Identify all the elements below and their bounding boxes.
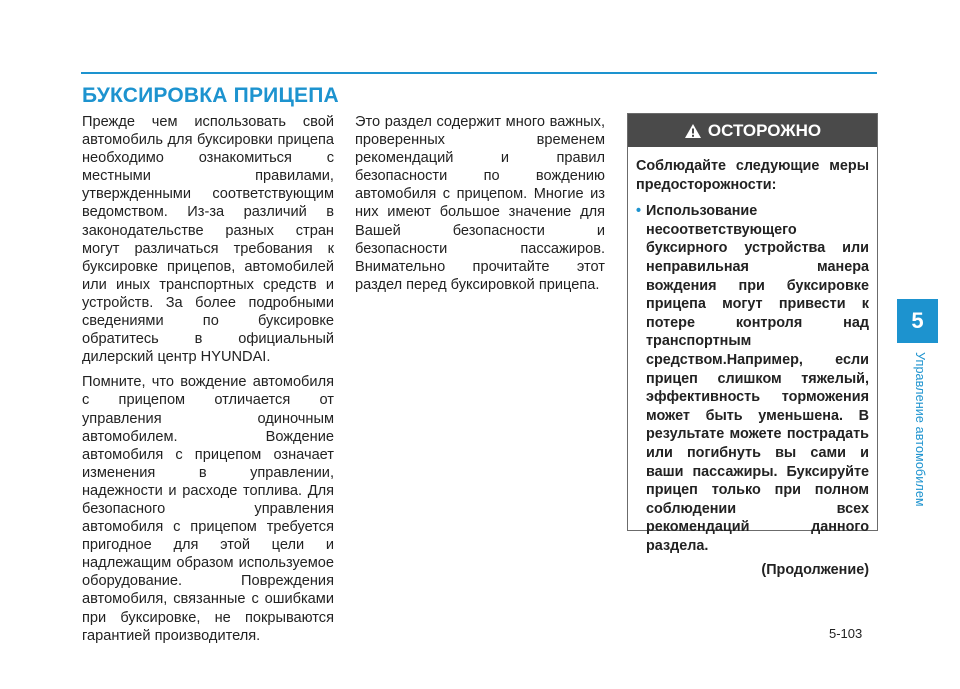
left-text-column xyxy=(82,113,334,652)
top-divider xyxy=(81,72,877,74)
warning-item-text: Использование несоответствующего буксирного устройства или неправильная манера вождения при буксировке прицепа могут привести к потере контроля над транспортным средством.Например, если прицеп слишком тяжелый, эффективность торможения может быть уменьшена. В результате можете пострадать или погибнуть вы сами и ваши пассажиры. Буксируйте прицеп только при полном соблюдении всех рекомендаций данного раздела. xyxy=(646,203,869,554)
paragraph: Это раздел содержит много важных, проверенных временем рекомендаций и правил безопасности по вождению автомобиля с прицепом. Многие из них имеют большое значение для Вашей безопасности и безопасности пассажиров. Внимательно прочитайте этот раздел перед буксировкой прицепа. xyxy=(355,114,605,293)
bullet-icon: • xyxy=(636,203,642,220)
paragraph: Прежде чем использовать свой автомобиль для буксировки прицепа необходимо ознакомиться с местными правилами, утвержденными соответствующим ведомством. Из-за различий в законодательстве разных стран могут различаться требования к буксировке прицепов, автомобилей или иных транспортных средств и устройств. За более подробными сведениями по буксировке обратитесь в официальный дилерский центр HYUNDAI. xyxy=(82,114,334,366)
chapter-title-tab: Управление автомобилем xyxy=(913,352,927,507)
warning-list-item xyxy=(636,202,869,555)
chapter-number-badge: 5 xyxy=(897,299,938,343)
warning-triangle-icon xyxy=(684,123,702,139)
warning-body xyxy=(628,147,877,580)
continued-label: (Продолжение) xyxy=(761,562,869,579)
page-number: 5-103 xyxy=(829,626,863,641)
middle-text-column xyxy=(355,113,605,301)
warning-box xyxy=(627,113,878,579)
warning-title: ОСТОРОЖНО xyxy=(707,120,822,140)
warning-header xyxy=(628,114,877,147)
section-title: БУКСИРОВКА ПРИЦЕПА xyxy=(82,84,339,107)
paragraph: Помните, что вождение автомобиля с прицепом отличается от управления одиночным автомобилем. Вождение автомобиля с прицепом означает изменения в управлении, надежности и расходе топлива. Для безопасного управления автомобиля с прицепом требуется пригодное для этой цели и надлежащим образом используемое оборудование. Повреждения автомобиля, связанные с ошибками при буксировке, не покрываются гарантией производителя. xyxy=(82,374,334,644)
warning-intro: Соблюдайте следующие меры предосторожности: xyxy=(636,158,869,193)
